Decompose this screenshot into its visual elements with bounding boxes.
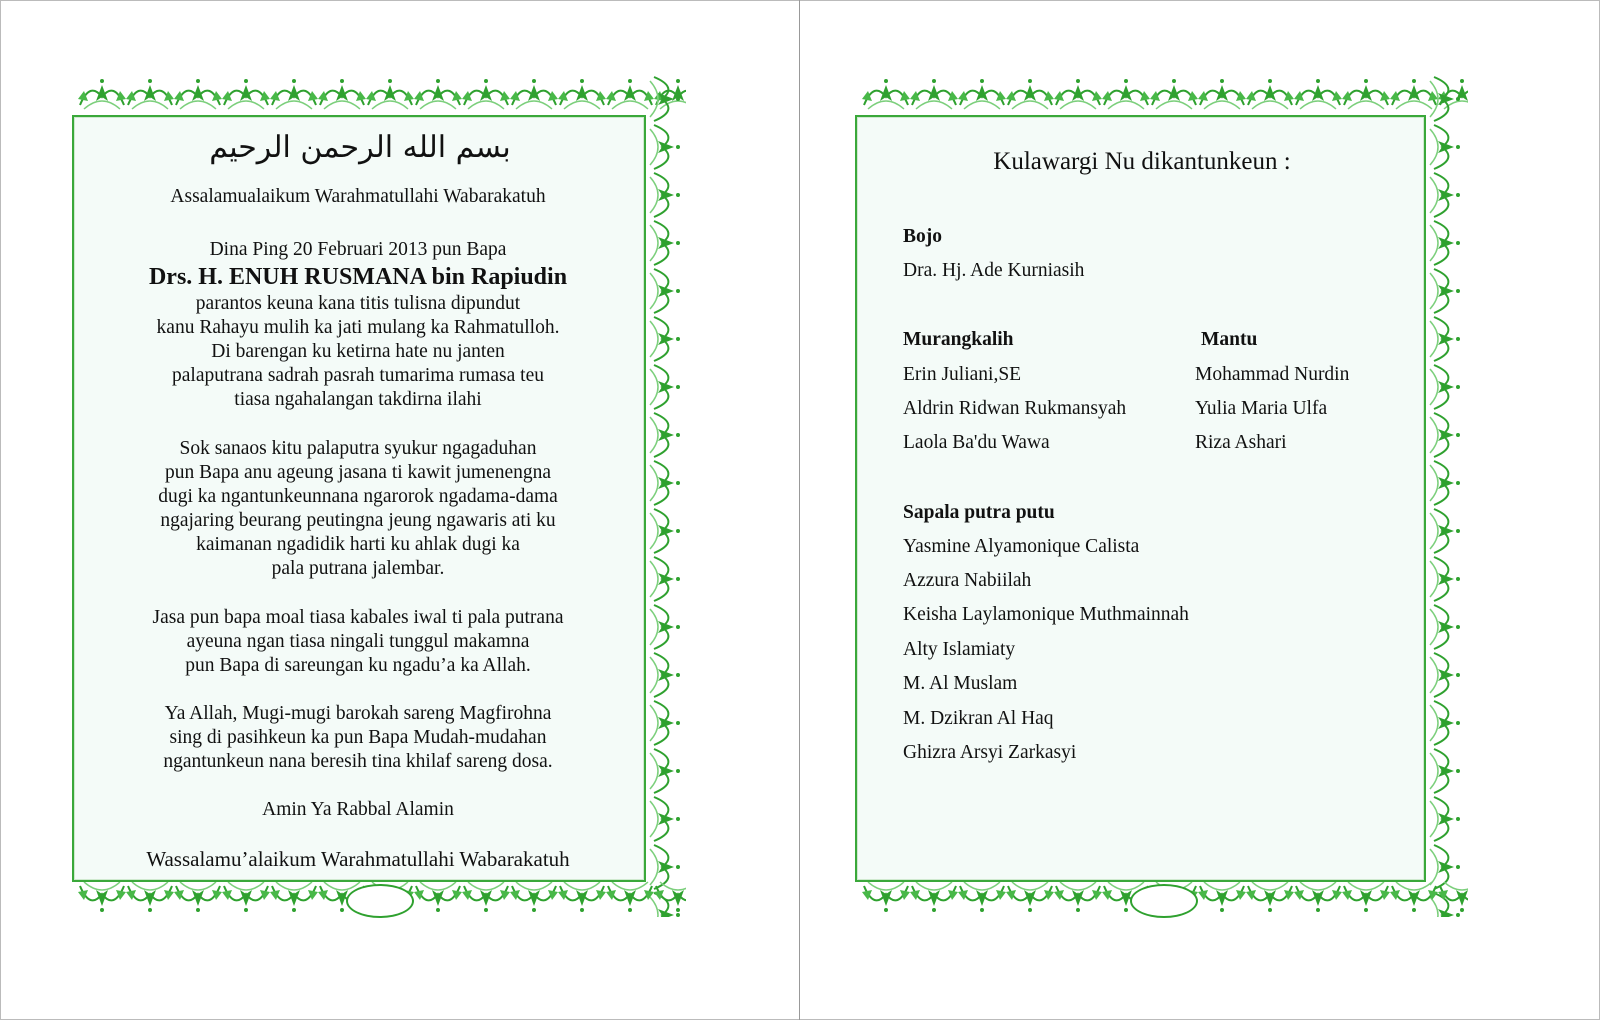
text-line: ngajaring beurang peutingna jeung ngawaris ati ku <box>160 510 556 531</box>
family-name: Azzura Nabiilah <box>903 570 1032 591</box>
text-line: ayeuna ngan tiasa ningali tunggul makamna <box>186 631 530 652</box>
text-line: pun Bapa di sareungan ku ngadu’a ka Allah. <box>185 655 531 676</box>
ornament-oval <box>346 884 414 918</box>
family-name: Dra. Hj. Ade Kurniasih <box>903 260 1085 281</box>
closing-greeting: Wassalamu’alaikum Warahmatullahi Wabarakatuh <box>146 847 570 871</box>
text-line: ngantunkeun nana beresih tina khilaf sareng dosa. <box>163 751 553 772</box>
family-name: Aldrin Ridwan Rukmansyah <box>903 398 1127 419</box>
bojo-heading: Bojo <box>903 226 942 247</box>
text-line: parantos keuna kana titis tulisna dipundut <box>195 293 521 314</box>
bismillah-calligraphy: بسم الله الرحمن الرحيم <box>209 130 511 165</box>
family-title: Kulawargi Nu dikantunkeun : <box>993 148 1291 175</box>
text-line: Jasa pun bapa moal tiasa kabales iwal ti pala putrana <box>152 607 564 628</box>
text-line: Ya Allah, Mugi-mugi barokah sareng Magfirohna <box>164 703 552 724</box>
text-line: dugi ka ngantunkeunnana ngarorok ngadama-dama <box>158 486 558 507</box>
text-line: pun Bapa anu ageung jasana ti kawit jumenengna <box>164 462 552 483</box>
family-name: Mohammad Nurdin <box>1195 364 1350 385</box>
text-line: palaputrana sadrah pasrah tumarima rumasa teu <box>172 365 544 386</box>
top-ornament-border <box>862 75 1468 115</box>
side-ornament-border <box>1424 75 1466 917</box>
amin-line: Amin Ya Rabbal Alamin <box>262 799 454 820</box>
family-name: Erin Juliani,SE <box>903 364 1022 385</box>
mantu-heading: Mantu <box>1201 329 1258 350</box>
text-line: Sok sanaos kitu palaputra syukur ngagaduhan <box>179 438 537 459</box>
family-name: Yulia Maria Ulfa <box>1195 398 1328 419</box>
text-line: kaimanan ngadidik harti ku ahlak dugi ka <box>196 534 520 555</box>
side-ornament-border <box>644 75 686 917</box>
text-line: kanu Rahayu mulih ka jati mulang ka Rahmatulloh. <box>156 317 560 338</box>
family-name: Riza Ashari <box>1195 432 1287 453</box>
family-name: M. Al Muslam <box>903 673 1018 694</box>
top-ornament-border <box>78 75 686 115</box>
putu-heading: Sapala putra putu <box>903 502 1055 523</box>
ornament-oval <box>1130 884 1198 918</box>
murangkalih-heading: Murangkalih <box>903 329 1014 350</box>
date-line: Dina Ping 20 Februari 2013 pun Bapa <box>209 239 507 260</box>
family-name: Keisha Laylamonique Muthmainnah <box>903 604 1189 625</box>
family-name: M. Dzikran Al Haq <box>903 708 1054 729</box>
deceased-name: Drs. H. ENUH RUSMANA bin Rapiudin <box>148 264 568 290</box>
family-name: Yasmine Alyamonique Calista <box>903 536 1140 557</box>
family-name: Ghizra Arsyi Zarkasyi <box>903 742 1077 763</box>
text-line: Di barengan ku ketirna hate nu janten <box>211 341 505 362</box>
family-name: Alty Islamiaty <box>903 639 1016 660</box>
text-line: tiasa ngahalangan takdirna ilahi <box>234 389 482 410</box>
page-divider <box>799 0 800 1020</box>
text-line: sing di pasihkeun ka pun Bapa Mudah-mudahan <box>169 727 547 748</box>
family-name: Laola Ba'du Wawa <box>903 432 1050 453</box>
greeting: Assalamualaikum Warahmatullahi Wabarakatuh <box>170 186 546 207</box>
text-line: pala putrana jalembar. <box>271 558 445 579</box>
